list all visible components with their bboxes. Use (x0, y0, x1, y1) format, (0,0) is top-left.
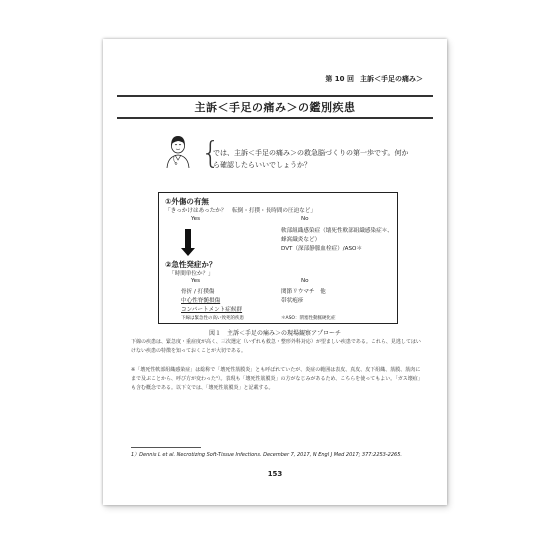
body-paragraph-1: 下線の疾患は、緊急度・重症度が高く、三次選定（いずれも救急・整形外科対応）が望ましい疾患である。これら、見逃してはいけない疾患の特徴を知っておくことが大切である。 (131, 339, 421, 354)
aso-note: ＊ASO：閉塞性動脈硬化症 (281, 316, 336, 321)
question-trauma-detail: 「きっかけはあったか？ 転倒・打撲・長時間の圧迫など」 (165, 208, 316, 214)
acute-diagnosis-2: 中心性脊髄損傷 (181, 298, 221, 304)
page-title: 主訴＜手足の痛み＞の鑑別疾患 (194, 101, 356, 114)
footnote-rule (131, 447, 201, 448)
diagnostic-flowchart (158, 192, 398, 324)
chapter-topic: 主訴＜手足の痛み＞ (360, 75, 423, 83)
non-acute-diagnosis-1: 関節リウマチ 他 (281, 289, 326, 295)
footnote-reference: 1）Dennis L et al. Necrotizing Soft-Tissue Infections. December 7, 2017, N Engl J Med 2017; 377:2253-2265. (131, 452, 402, 458)
chapter-label: 第 10 回 (325, 75, 354, 83)
acute-diagnosis-1: 骨折 / 打撲傷 (181, 289, 215, 295)
question-trauma: ①外傷の有無 (165, 197, 209, 206)
book-page (103, 39, 447, 505)
non-acute-diagnosis-2: 帯状疱疹 (281, 298, 304, 304)
down-arrow-icon (185, 229, 191, 249)
title-rule-bottom (117, 117, 433, 119)
underline-note: 下線は緊急性の高い致死的疾患 (181, 316, 244, 321)
title-rule-top (117, 95, 433, 97)
acute-yes: Yes (191, 278, 201, 284)
running-header (325, 74, 423, 84)
trauma-no: No (301, 216, 309, 222)
acute-no: No (301, 278, 309, 284)
doctor-speech: では、主訴＜手足の痛み＞の救急脳づくりの第一歩です。何から確認したらいいでしょうか？ (213, 149, 409, 169)
speech-brace: { (201, 136, 221, 171)
no-trauma-diagnosis-2: 蜂窩織炎など） (281, 237, 321, 243)
trauma-yes: Yes (191, 216, 201, 222)
body-paragraph-2: ※「壊死性軟部組織感染症」は総称で「壊死性筋膜炎」とも呼ばれていたが、炎症の範囲は表皮、真皮、皮下組織、筋膜、筋肉にまで及ぶことから、呼び方が変わった¹）。表現も「壊死性筋膜炎」の方がなじみがあるため、こちらを使ってもよい。「ガス壊疽」も含む概念である。以下文では、「壊死性筋膜炎」と記載する。 (131, 367, 421, 391)
acute-diagnosis-3: コンパートメント症候群 (181, 307, 243, 313)
page-number: 153 (267, 470, 283, 478)
doctor-illustration (163, 134, 193, 168)
figure-caption: 図１ 主訴＜手足の痛み＞の現場観察アプローチ (208, 330, 341, 337)
question-acute-onset: ②急性発症か？ (165, 260, 217, 269)
down-arrow-head-icon (181, 248, 195, 256)
question-acute-onset-detail: 「時間単位か？」 (169, 271, 214, 277)
title-banner (117, 95, 433, 119)
no-trauma-diagnosis-1: 軟部組織感染症（壊死性軟部組織感染症＊、 (281, 228, 393, 234)
no-trauma-diagnosis-3: DVT（深部静脈血栓症）/ASO＊ (281, 246, 363, 252)
